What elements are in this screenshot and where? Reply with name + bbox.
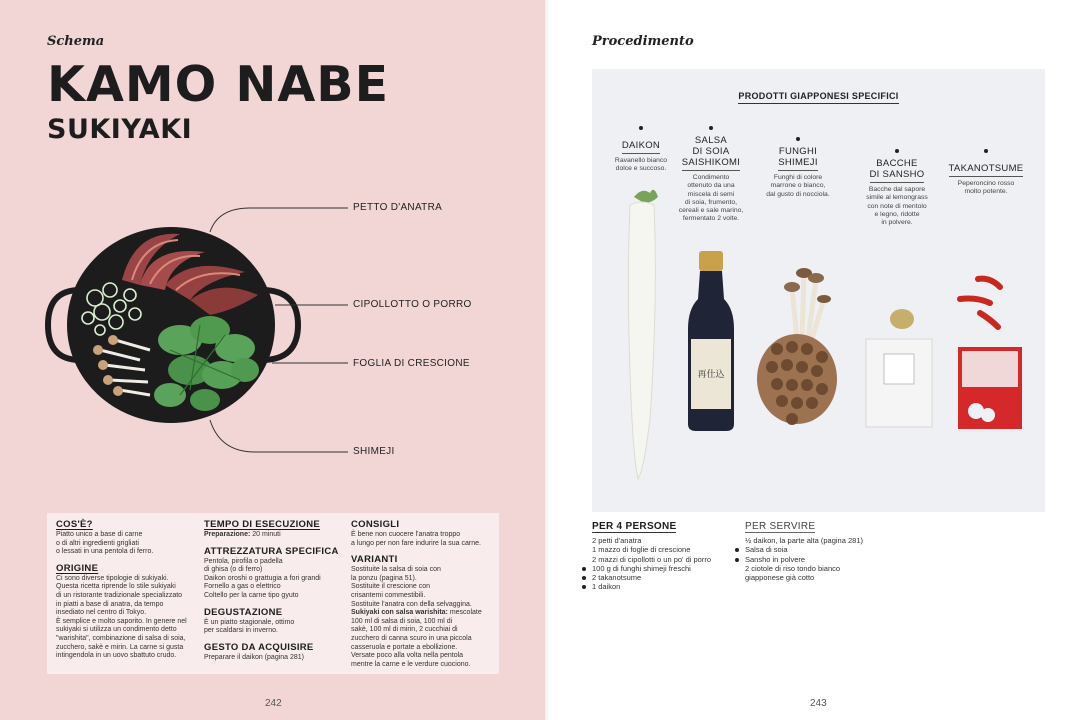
left-page — [0, 0, 545, 720]
heading-what-is-it: COS'È? — [56, 519, 93, 530]
ingredient-shimeji: FUNGHI SHIMEJI Funghi di colore marrone o bianco, dal gusto di nocciola. — [758, 137, 838, 199]
list-item: 1 daikon — [592, 582, 752, 591]
page-subtitle: SUKIYAKI — [47, 114, 193, 145]
page-number-left: 242 — [265, 698, 282, 709]
text-tasting: È un piatto stagionale, ottimo per scaldarsi in inverno. — [204, 618, 295, 635]
ingredient-daikon: DAIKON Ravanello bianco dolce e succoso. — [606, 126, 676, 174]
text-prep-time: Preparazione: 20 minuti — [204, 531, 281, 538]
info-column-3 — [351, 519, 497, 675]
text-what-is-it: Piatto unico a base di carne o di altri ingredienti grigliati o lessati in una pentola di ferro. — [56, 531, 154, 556]
photo-title: PRODOTTI GIAPPONESI SPECIFICI — [592, 91, 1045, 101]
callout-scallion: CIPOLLOTTO O PORRO — [353, 299, 472, 310]
serves-list — [592, 536, 752, 591]
product-photos — [592, 179, 1045, 499]
heading-execution-time: TEMPO DI ESECUZIONE — [204, 519, 321, 530]
heading-origin: ORIGINE — [56, 562, 99, 574]
text-tips: È bene non cuocere l'anatra troppo a lungo per non fare indurire la sua carne. — [351, 531, 481, 547]
list-item: 1 mazzo di foglie di crescione — [592, 545, 691, 555]
serving-block — [745, 522, 915, 582]
callout-duck-breast: PETTO D'ANATRA — [353, 202, 443, 213]
list-item: 2 petti d'anatra — [592, 536, 642, 546]
list-item: 100 g di funghi shimeji freschi — [592, 564, 752, 573]
ingredient-sansho: BACCHE DI SANSHO Bacche dal sapore simile al lemongrass con note di mentolo e legno, ridotte in polvere. — [860, 149, 934, 227]
list-item: 2 takanotsume — [592, 573, 752, 582]
serves-title: PER 4 PERSONE — [592, 521, 677, 532]
heading-tasting: DEGUSTAZIONE — [204, 606, 283, 618]
list-item: 2 ciotole di riso tondo bianco — [745, 563, 841, 573]
serving-title: PER SERVIRE — [745, 521, 816, 532]
ingredient-soy-sauce: SALSA DI SOIA SAISHIKOMI Condimento ottenuto da una miscela di semi di soia, frumento, cereali e sale marino, fermentato 2 volte. — [674, 126, 748, 224]
daikon-photo — [628, 190, 658, 479]
heading-variants: VARIANTI — [351, 554, 398, 566]
info-box — [47, 513, 499, 674]
text-skill: Preparare il daikon (pagina 281) — [204, 653, 305, 661]
sukiyaki-pot-illustration — [40, 190, 460, 465]
heading-skill: GESTO DA ACQUISIRE — [204, 641, 314, 653]
heading-equipment: ATTREZZATURA SPECIFICA — [204, 545, 339, 557]
serves-block — [592, 522, 752, 591]
list-item: Sansho in polvere — [745, 555, 915, 564]
heading-tips: CONSIGLI — [351, 519, 400, 530]
section-label-procedimento: Procedimento — [592, 34, 694, 49]
svg-text:再仕込: 再仕込 — [697, 370, 725, 380]
sansho-photo — [866, 309, 932, 427]
section-label-schema: Schema — [47, 34, 105, 49]
callout-watercress: FOGLIA DI CRESCIONE — [353, 358, 470, 369]
info-column-2 — [204, 519, 344, 668]
shimeji-photo — [757, 268, 837, 425]
ingredients-photo — [592, 69, 1045, 512]
ingredient-takanotsume: TAKANOTSUME Peperoncino rosso molto potente. — [945, 149, 1027, 197]
text-origin: Ci sono diverse tipologie di sukiyaki. Questa ricetta riprende lo stile sukiyaki di un ristorante tradizionale specializzato in piatti a base di anatra, da tempo insediato nel centro di Tokyo. È semplice e molto saporito. In genere nel sukiyaki si utilizza un condimento detto "warishita", combinazione di salsa di soia, zucchero, sakè e mirin. La carne si gusta intingendola in un uovo sbattuto crudo. — [56, 574, 187, 660]
info-column-1 — [56, 519, 196, 667]
page-number-right: 243 — [810, 698, 827, 709]
soy-sauce-bottle-photo — [688, 251, 734, 431]
text-variants: Sostituite la salsa di soia con la ponzu (pagina 51). Sostituite il crescione con crisantemi commestibili. Sostituite l'anatra con della selvaggina. Sukiyaki con salsa warishita: mescolate 100 ml di salsa di soia, 100 ml di sakè, 100 ml di mirin, 2 cucchiai di zucchero di canna scuro in una piccola casseruola e portate a ebollizione. Versate poco alla volta nella pentola mentre la carne e le verdure cuociono. — [351, 566, 482, 668]
takanotsume-photo — [958, 279, 1022, 429]
list-item: 2 mazzi di cipollotti o un po' di porro — [592, 554, 711, 564]
list-item: ½ daikon, la parte alta (pagina 281) — [745, 536, 863, 546]
list-item: Salsa di soia — [745, 545, 915, 554]
list-item: giapponese già cotto — [745, 573, 815, 583]
serving-list — [745, 536, 915, 582]
page-title: KAMO NABE — [47, 56, 390, 113]
text-equipment: Pentola, pirofila o padella di ghisa (o di ferro) Daikon oroshi o grattugia a fori grandi Fornello a gas o elettrico Coltello per la carne tipo gyuto — [204, 557, 321, 599]
callout-shimeji: SHIMEJI — [353, 446, 395, 457]
